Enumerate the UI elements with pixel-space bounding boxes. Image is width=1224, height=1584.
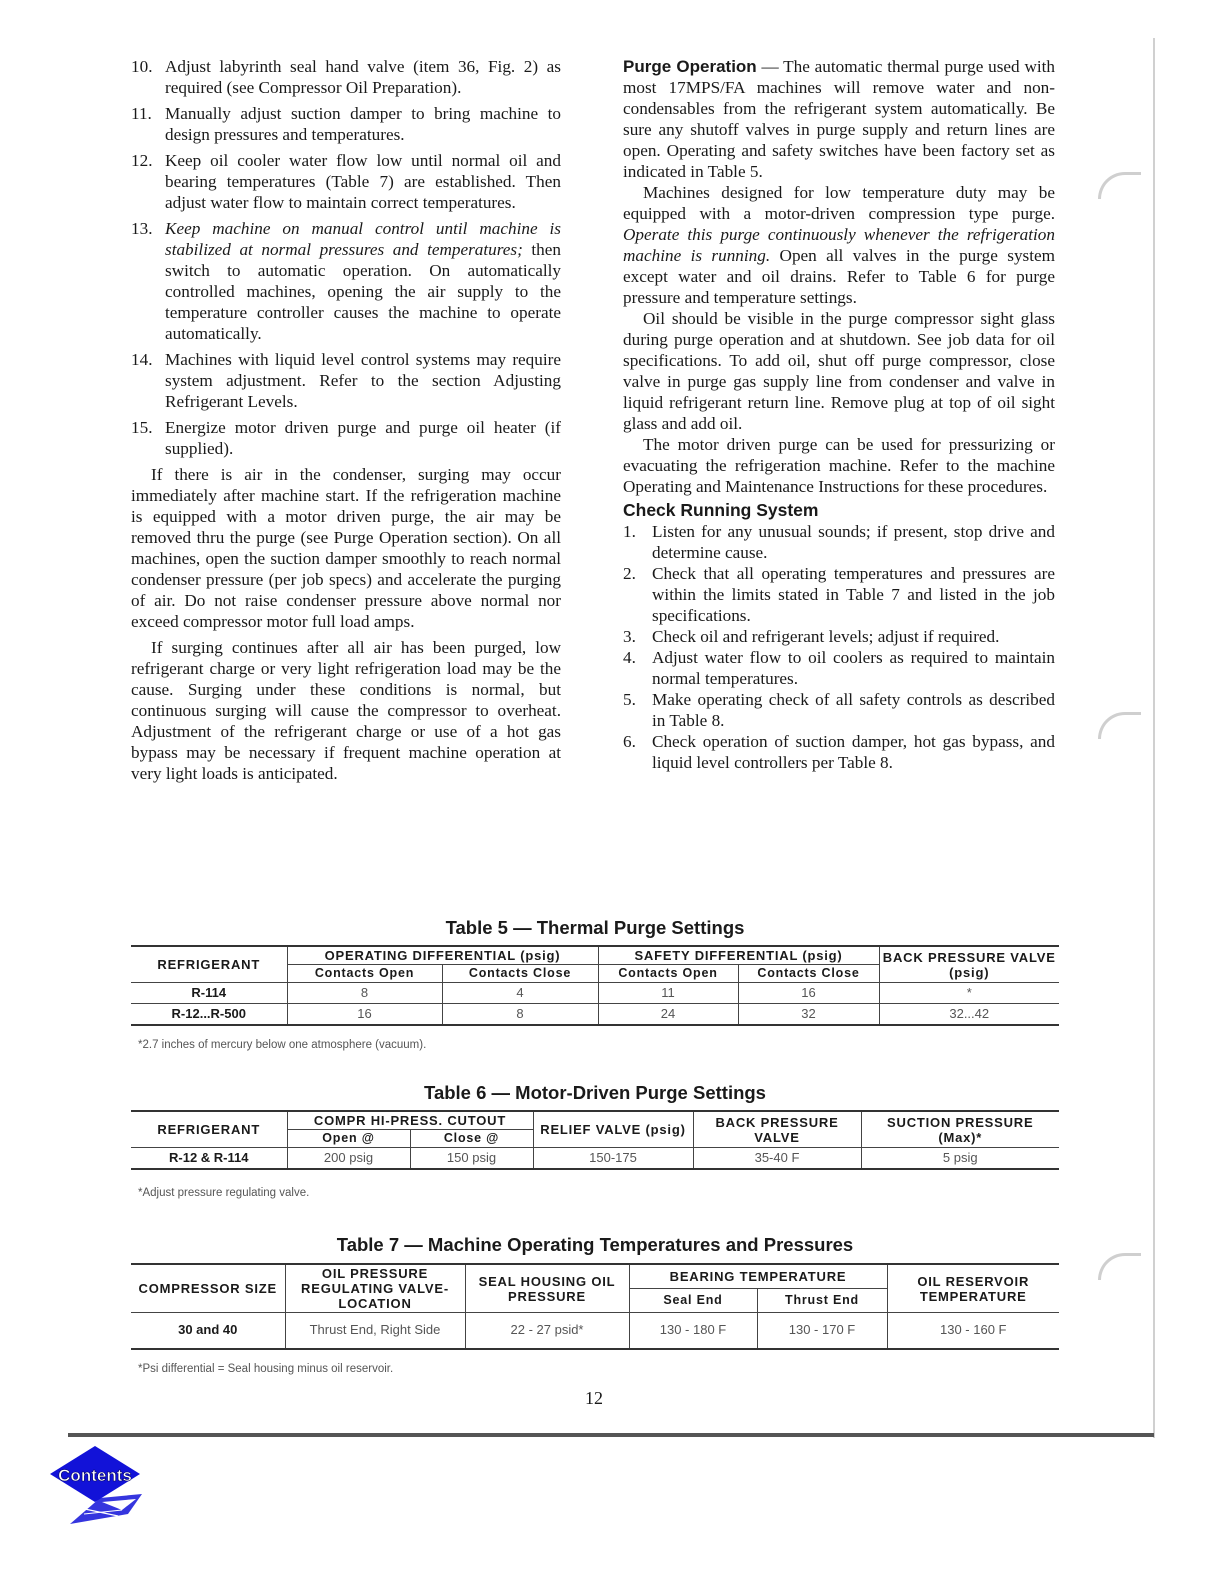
col-compressor-size: COMPRESSOR SIZE [131, 1264, 285, 1313]
step-15: 15. Energize motor driven purge and purge oil heater (if supplied). [131, 418, 561, 458]
right-column [623, 56, 1055, 773]
check-step-4: 4. Adjust water flow to oil coolers as required to maintain normal temperatures. [623, 648, 1055, 688]
col-close-at: Close @ [410, 1130, 533, 1148]
binder-tab-mark [1098, 172, 1141, 199]
contents-button[interactable] [40, 1444, 150, 1530]
cell-refrigerant: R-12...R-500 [131, 1004, 287, 1026]
contents-label: Contents [58, 1466, 132, 1485]
step-14: 14. Machines with liquid level control systems may require system adjustment. Refer to the section Adjusting Refrigerant Levels. [131, 350, 561, 411]
table-6-footnote: *Adjust pressure regulating valve. [138, 1187, 310, 1199]
pressurizing-paragraph: The motor driven purge can be used for pressurizing or evacuating the refrigeration machine. Refer to the machine Operating and Maintenance Instructions for these procedures. [623, 435, 1055, 496]
page-edge-rule [1153, 38, 1155, 1438]
check-step-3: 3. Check oil and refrigerant levels; adjust if required. [623, 627, 1000, 646]
table-5-title: Table 5 — Thermal Purge Settings [445, 917, 745, 938]
table-5-footnote: *2.7 inches of mercury below one atmosphere (vacuum). [138, 1039, 427, 1051]
table-7 [131, 1263, 1059, 1350]
col-contacts-close: Contacts Close [442, 965, 598, 983]
oil-paragraph: Oil should be visible in the purge compressor sight glass during purge operation and at shutdown. See job data for oil specifications. To add oil, shut off purge compressor, close valve in purge gas supply line from condenser and valve in liquid refrigerant return line. Remove plug at top of oil sight glass and add oil. [623, 309, 1055, 433]
table-6-title: Table 6 — Motor-Driven Purge Settings [424, 1082, 766, 1103]
check-step-5: 5. Make operating check of all safety controls as described in Table 8. [623, 690, 1055, 730]
cell-op-close: 8 [442, 1004, 598, 1026]
cell-sf-open: 11 [598, 983, 738, 1004]
surging-paragraph: If there is air in the condenser, surging may occur immediately after machine start. If the refrigeration machine is equipped with a motor driven purge, the air may be removed thru the purge (see Purge Operation section). On all machines, open the suction damper smoothly to reach normal condenser pressure (per job specs) and accelerate the purging of air. Do not raise condenser pressure above normal nor exceed compressor motor full load amps. [131, 465, 561, 631]
table-5 [131, 945, 1059, 1026]
cell-op-open: 8 [287, 983, 442, 1004]
cell-back-pressure: * [879, 983, 1059, 1004]
col-back-pressure-valve: BACK PRESSURE VALVE [693, 1111, 861, 1148]
contents-diamond-icon [50, 1446, 142, 1524]
step-13: 13. Keep machine on manual control until machine is stabilized at normal pressures and temperatures; then switch to automatic operation. On automatically controlled machines, opening the air supply to the temperature controller causes the machine to operate automatically. [131, 219, 562, 343]
check-running-system-heading: Check Running System [623, 500, 819, 520]
table-6 [131, 1110, 1059, 1170]
table-row [131, 1148, 1059, 1170]
check-step-6: 6. Check operation of suction damper, hot gas bypass, and liquid level controllers per Table 8. [623, 732, 1055, 772]
cell-sf-open: 24 [598, 1004, 738, 1026]
cell-op-open: 16 [287, 1004, 442, 1026]
binder-tab-mark [1098, 712, 1141, 739]
col-contacts-open: Contacts Open [598, 965, 738, 983]
col-seal-end: Seal End [629, 1289, 757, 1313]
page-number: 12 [585, 1388, 603, 1408]
purge-operation-paragraph: Purge Operation — The automatic thermal purge used with most 17MPS/FA machines will remove water and non-condensables from the refrigerant system automatically. Be sure any shutoff valves in purge supply and return lines are open. Operating and safety switches have been factory set as indicated in Table 5. [623, 57, 1055, 181]
col-open-at: Open @ [287, 1130, 410, 1148]
col-refrigerant: REFRIGERANT [131, 1111, 287, 1148]
col-oil-pressure-valve: OIL PRESSURE REGULATING VALVE-LOCATION [285, 1264, 465, 1313]
purge-operation-heading: Purge Operation [623, 57, 757, 76]
cell-refrigerant: R-114 [131, 983, 287, 1004]
col-contacts-close: Contacts Close [738, 965, 879, 983]
cell-thrust-end: 130 - 170 F [757, 1313, 887, 1349]
cell-oil-reservoir: 130 - 160 F [887, 1313, 1059, 1349]
col-safety-differential: SAFETY DIFFERENTIAL (psig) [598, 946, 879, 965]
step-12: 12. Keep oil cooler water flow low until normal oil and bearing temperatures (Table 7) are established. Then adjust water flow to maintain correct temperatures. [131, 151, 561, 212]
table-7-header-row [131, 1264, 1059, 1289]
cell-compressor-size: 30 and 40 [131, 1313, 285, 1349]
surging-continues-paragraph: If surging continues after all air has been purged, low refrigerant charge or very light refrigeration load may be the cause. Surging under these conditions is normal, but continuous surging will cause the compressor to overheat. Adjustment of the refrigerant charge or use of a hot gas bypass may be necessary if frequent machine operation at very light loads is anticipated. [131, 638, 561, 783]
cell-close-at: 150 psig [410, 1148, 533, 1170]
col-relief-valve: RELIEF VALVE (psig) [533, 1111, 693, 1148]
cell-suction-pressure: 5 psig [861, 1148, 1059, 1170]
col-back-pressure-valve: BACK PRESSURE VALVE (psig) [879, 946, 1059, 983]
col-oil-reservoir: OIL RESERVOIR TEMPERATURE [887, 1264, 1059, 1313]
cell-open-at: 200 psig [287, 1148, 410, 1170]
table-7-title: Table 7 — Machine Operating Temperatures and Pressures [336, 1234, 854, 1255]
step-11: 11. Manually adjust suction damper to bring machine to design pressures and temperatures. [131, 104, 561, 144]
table-7-footnote: *Psi differential = Seal housing minus oil reservoir. [138, 1363, 394, 1375]
cell-refrigerant: R-12 & R-114 [131, 1148, 287, 1170]
col-suction-pressure: SUCTION PRESSURE (Max)* [861, 1111, 1059, 1148]
cell-seal-housing: 22 - 27 psid* [465, 1313, 629, 1349]
left-column [131, 56, 561, 789]
cell-op-close: 4 [442, 983, 598, 1004]
cell-seal-end: 130 - 180 F [629, 1313, 757, 1349]
col-refrigerant: REFRIGERANT [131, 946, 287, 983]
cell-sf-close: 32 [738, 1004, 879, 1026]
cell-back-pressure: 35-40 F [693, 1148, 861, 1170]
col-operating-differential: OPERATING DIFFERENTIAL (psig) [287, 946, 598, 965]
cell-back-pressure: 32...42 [879, 1004, 1059, 1026]
table-6-header-row [131, 1111, 1059, 1130]
bottom-rule [68, 1433, 1154, 1437]
col-seal-housing: SEAL HOUSING OIL PRESSURE [465, 1264, 629, 1313]
check-step-2: 2. Check that all operating temperatures and pressures are within the limits stated in Table 7 and listed in the job specifications. [623, 564, 1055, 625]
table-row [131, 1004, 1059, 1026]
col-compr-cutout: COMPR HI-PRESS. CUTOUT [287, 1111, 533, 1130]
col-thrust-end: Thrust End [757, 1289, 887, 1313]
motor-purge-paragraph: Machines designed for low temperature duty may be equipped with a motor-driven compression type purge. Operate this purge continuously whenever the refrigeration machine is running. Open all valves in the purge system except water and oil drains. Refer to Table 6 for purge pressure and temperature settings. [623, 183, 1056, 307]
table-5-header-row [131, 946, 1059, 965]
table-row [131, 1313, 1059, 1349]
check-step-1: 1. Listen for any unusual sounds; if present, stop drive and determine cause. [623, 522, 1055, 562]
cell-valve-location: Thrust End, Right Side [285, 1313, 465, 1349]
table-row [131, 983, 1059, 1004]
step-10: 10. Adjust labyrinth seal hand valve (item 36, Fig. 2) as required (see Compressor Oil Preparation). [131, 57, 561, 97]
col-bearing-temperature: BEARING TEMPERATURE [629, 1264, 887, 1289]
binder-tab-mark [1098, 1253, 1141, 1280]
cell-relief-valve: 150-175 [533, 1148, 693, 1170]
cell-sf-close: 16 [738, 983, 879, 1004]
col-contacts-open: Contacts Open [287, 965, 442, 983]
